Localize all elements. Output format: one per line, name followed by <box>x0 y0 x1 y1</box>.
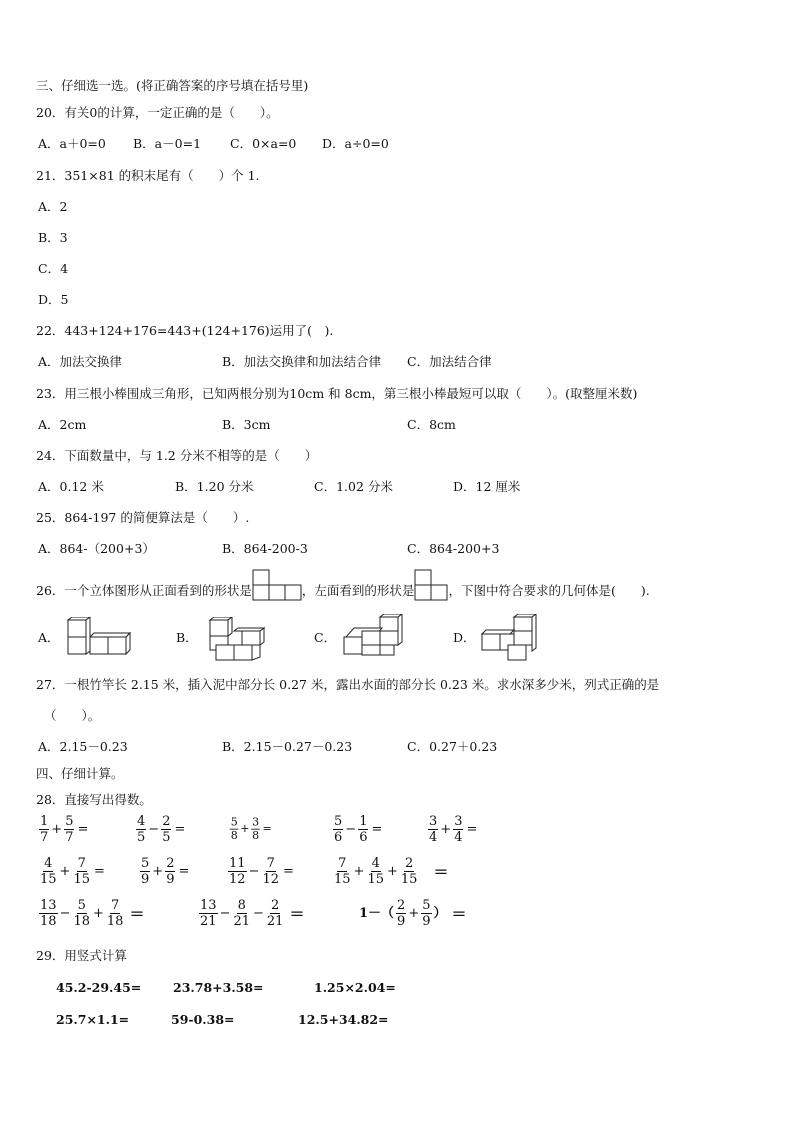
q25-option-c[interactable]: C．864-200+3 <box>407 541 500 556</box>
q23-option-a[interactable]: A．2cm <box>38 417 87 432</box>
q22-option-a[interactable]: A．加法交换律 <box>38 354 123 369</box>
calc-r3c3: 1－（ $\frac{2}{9}$ + $\frac{5}{9}$ ） ＝ <box>359 898 467 929</box>
section-heading: 三、仔细选一选。(将正确答案的序号填在括号里) <box>36 78 309 93</box>
q23-option-c[interactable]: C．8cm <box>407 417 456 432</box>
q26-option-c-figure[interactable] <box>342 614 404 662</box>
calc-r1c4: $\frac{5}{6}$ − $\frac{1}{6}$ = <box>334 814 383 845</box>
vertical-calc-6: 12.5+34.82= <box>298 1012 389 1027</box>
question-27-blank: （ ）。 <box>44 708 101 723</box>
q24-option-d[interactable]: D．12 厘米 <box>453 479 521 494</box>
q25-option-a[interactable]: A．864-（200+3） <box>38 541 155 556</box>
front-view-figure <box>252 569 302 614</box>
vertical-calc-5: 59-0.38= <box>171 1012 235 1027</box>
q21-option-a[interactable]: A．2 <box>38 199 68 214</box>
question-21: 21．351×81 的积末尾有（ ）个 1. <box>36 168 260 183</box>
q24-option-c[interactable]: C．1.02 分米 <box>314 479 393 494</box>
q26-option-d-figure[interactable] <box>480 614 540 666</box>
q26-option-a-figure[interactable] <box>66 617 134 663</box>
calc-r1c2: $\frac{4}{5}$ − $\frac{2}{5}$ = <box>137 814 186 845</box>
question-29: 29．用竖式计算 <box>36 948 127 963</box>
q27-option-c[interactable]: C．0.27＋0.23 <box>407 739 498 754</box>
q26-label-a[interactable]: A． <box>38 630 60 645</box>
q20-option-b[interactable]: B．a－0=1 <box>133 136 202 151</box>
q26-label-c[interactable]: C． <box>314 630 337 645</box>
question-23: 23．用三根小棒围成三角形，已知两根分别为10cm 和 8cm，第三根小棒最短可以取（ ）。(取整厘米数) <box>36 386 638 401</box>
vertical-calc-3: 1.25×2.04= <box>314 980 396 995</box>
calc-r3c2: $\frac{13}{21}$ − $\frac{8}{21}$ − $\frac{2}{21}$ ＝ <box>200 898 305 929</box>
question-20: 20．有关0的计算，一定正确的是（ ）。 <box>36 105 279 120</box>
vertical-calc-2: 23.78+3.58= <box>173 980 264 995</box>
calc-r2c1: $\frac{4}{15}$ + $\frac{7}{15}$ = <box>40 856 105 887</box>
q26-option-b-figure[interactable] <box>204 617 268 667</box>
calc-r1c3: $\frac{5}{8}$ + $\frac{3}{8}$ = <box>230 816 272 843</box>
calc-r3c1: $\frac{13}{18}$ − $\frac{5}{18}$ + $\frac{7}{18}$ ＝ <box>40 898 145 929</box>
question-25: 25．864-197 的简便算法是（ ）. <box>36 510 250 525</box>
q24-option-a[interactable]: A．0.12 米 <box>38 479 104 494</box>
left-view-figure <box>414 569 448 614</box>
question-28: 28．直接写出得数。 <box>36 792 152 807</box>
section4-heading: 四、仔细计算。 <box>36 766 124 781</box>
question-24: 24．下面数量中，与 1.2 分米不相等的是（ ） <box>36 448 318 463</box>
question-27: 27．一根竹竿长 2.15 米，插入泥中部分长 0.27 米，露出水面的部分长 0.23 米。求水深多少米，列式正确的是 <box>36 677 660 692</box>
calc-r2c4: $\frac{7}{15}$ + $\frac{4}{15}$ + $\frac{2}{15}$ ＝ <box>334 856 449 887</box>
q27-option-a[interactable]: A．2.15－0.23 <box>38 739 128 754</box>
q20-option-c[interactable]: C．0×a=0 <box>230 136 297 151</box>
q23-option-b[interactable]: B．3cm <box>222 417 271 432</box>
calc-r1c1: $\frac{1}{7}$ + $\frac{5}{7}$ = <box>40 814 89 845</box>
q21-option-d[interactable]: D．5 <box>38 292 69 307</box>
q26-label-b[interactable]: B． <box>176 630 198 645</box>
q25-option-b[interactable]: B．864-200-3 <box>222 541 308 556</box>
q22-option-c[interactable]: C．加法结合律 <box>407 354 492 369</box>
q20-option-a[interactable]: A．a＋0=0 <box>38 136 106 151</box>
q24-option-b[interactable]: B．1.20 分米 <box>175 479 254 494</box>
q26-label-d[interactable]: D． <box>453 630 476 645</box>
q27-option-b[interactable]: B．2.15－0.27－0.23 <box>222 739 353 754</box>
vertical-calc-1: 45.2-29.45= <box>56 980 142 995</box>
q21-option-c[interactable]: C．4 <box>38 261 69 276</box>
calc-r1c5: $\frac{3}{4}$ + $\frac{3}{4}$ = <box>429 814 478 845</box>
question-26: 26．一个立体图形从正面看到的形状是 ，左面看到的形状是 ，下图中符合要求的几何体是( ). <box>36 569 650 614</box>
calc-r2c2: $\frac{5}{9}$ + $\frac{2}{9}$ = <box>141 856 190 887</box>
vertical-calc-4: 25.7×1.1= <box>56 1012 130 1027</box>
q22-option-b[interactable]: B．加法交换律和加法结合律 <box>222 354 382 369</box>
calc-r2c3: $\frac{11}{12}$ − $\frac{7}{12}$ = <box>229 856 294 887</box>
question-22: 22．443+124+176=443+(124+176)运用了( ). <box>36 323 334 338</box>
q20-option-d[interactable]: D．a÷0=0 <box>322 136 389 151</box>
q21-option-b[interactable]: B．3 <box>38 230 68 245</box>
